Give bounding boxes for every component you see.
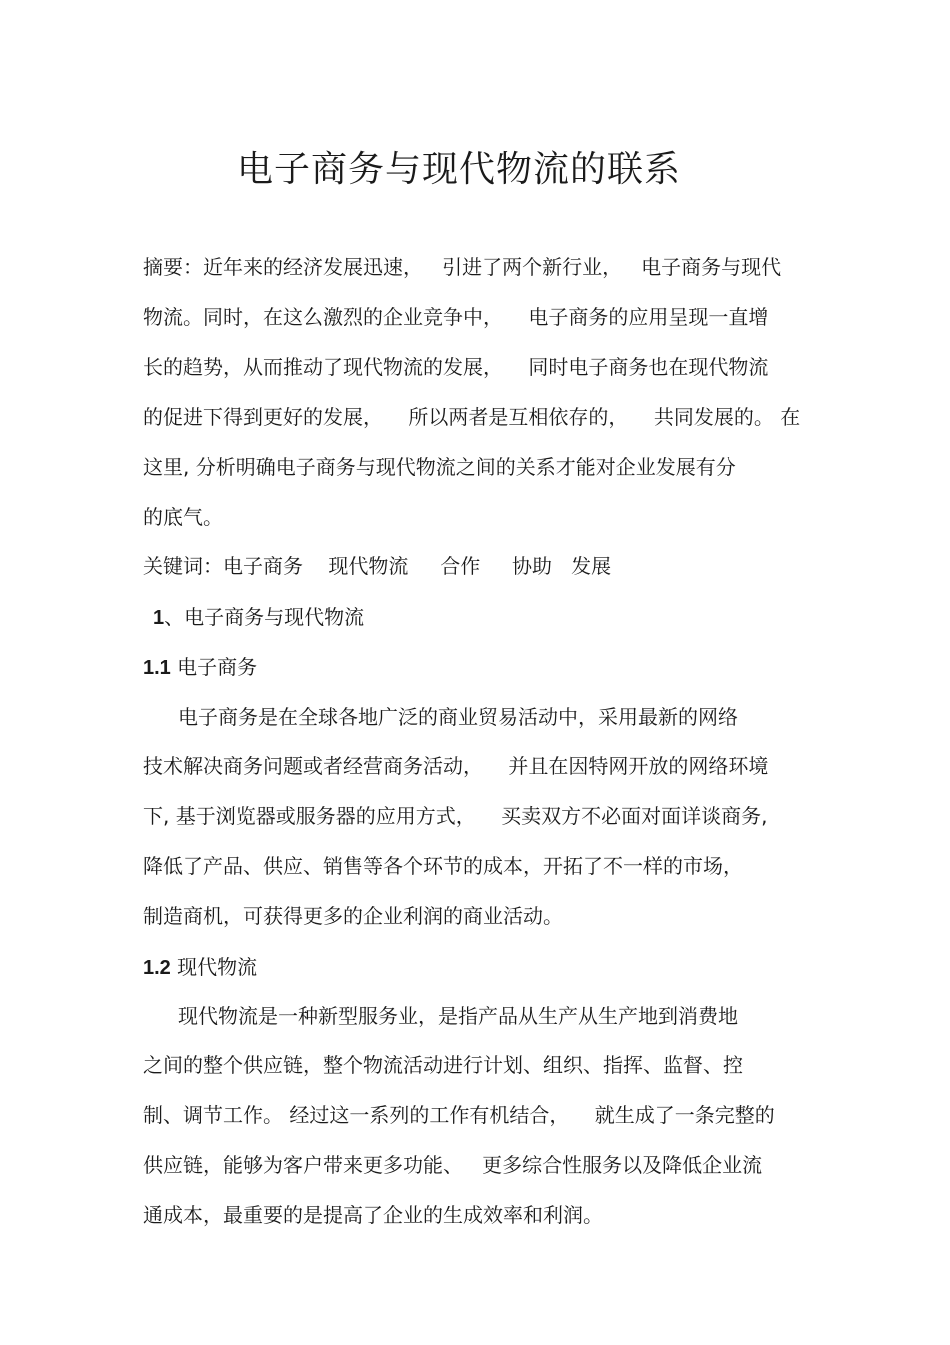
keywords-line: 关键词：电子商务 现代物流 合作 协助 发展: [143, 554, 612, 578]
section-1-2-line-5: 通成本，最重要的是提高了企业的生成效率和利润。: [143, 1203, 603, 1227]
section-1-1-number: 1.1: [143, 657, 171, 679]
section-1-1-heading: [143, 652, 257, 683]
section-1-title: 、电子商务与现代物流: [164, 605, 365, 629]
section-1-1-line-5: 制造商机，可获得更多的企业利润的商业活动。: [143, 904, 563, 928]
abstract-line-4: 的促进下得到更好的发展， 所以两者是互相依存的， 共同发展的。 在: [143, 405, 801, 429]
document-title: 电子商务与现代物流的联系: [236, 149, 681, 190]
section-1-number: 1: [153, 607, 165, 629]
section-1-1-title: 电子商务: [170, 655, 258, 679]
section-1-2-number: 1.2: [143, 957, 171, 979]
section-1-2-heading: [143, 952, 257, 983]
abstract-line-1: 摘要：近年来的经济发展迅速， 引进了两个新行业， 电子商务与现代: [143, 255, 782, 279]
abstract-line-3: 长的趋势，从而推动了现代物流的发展， 同时电子商务也在现代物流: [143, 355, 769, 379]
abstract-line-5: 这里, 分析明确电子商务与现代物流之间的关系才能对企业发展有分: [143, 455, 736, 479]
section-1-2-line-2: 之间的整个供应链，整个物流活动进行计划、组织、指挥、监督、控: [143, 1053, 743, 1077]
section-1-1-line-1: 电子商务是在全球各地广泛的商业贸易活动中，采用最新的网络: [178, 705, 738, 729]
abstract-line-6: 的底气。: [143, 505, 223, 529]
section-1-2-title: 现代物流: [170, 955, 258, 979]
section-1-2-line-3: 制、调节工作。 经过这一系列的工作有机结合， 就生成了一条完整的: [143, 1103, 775, 1127]
section-1-1-line-3: 下, 基于浏览器或服务器的应用方式， 买卖双方不必面对面详谈商务,: [143, 804, 768, 828]
section-1-heading: [153, 602, 364, 633]
abstract-line-2: 物流。同时，在这么激烈的企业竞争中， 电子商务的应用呈现一直增: [143, 305, 769, 329]
section-1-2-line-4: 供应链，能够为客户带来更多功能、 更多综合性服务以及降低企业流: [143, 1153, 763, 1177]
section-1-2-line-1: 现代物流是一种新型服务业，是指产品从生产从生产地到消费地: [178, 1004, 738, 1028]
section-1-1-line-2: 技术解决商务问题或者经营商务活动， 并且在因特网开放的网络环境: [143, 754, 769, 778]
section-1-1-line-4: 降低了产品、供应、销售等各个环节的成本，开拓了不一样的市场，: [143, 854, 743, 878]
